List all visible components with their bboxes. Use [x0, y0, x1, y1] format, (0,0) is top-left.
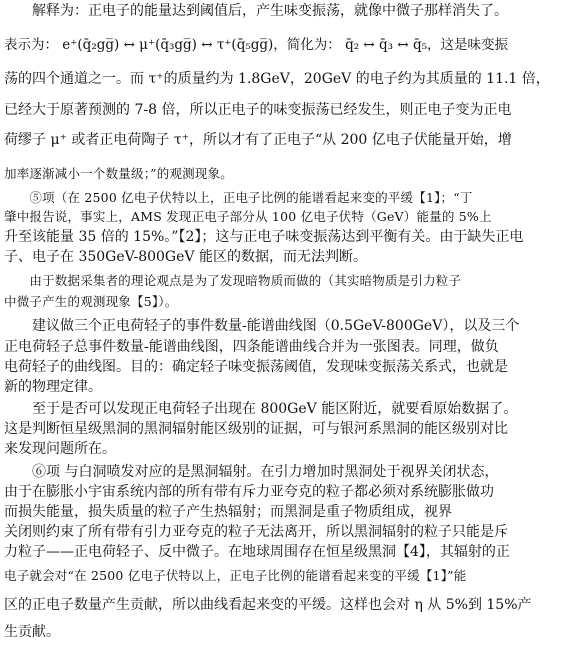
paragraph-line: 中微子产生的观测现象【5】）。 [4, 294, 178, 309]
paragraph-line: 解释为：正电子的能量达到阈值后，产生味变振荡，就像中微子那样消失了。 [4, 3, 508, 19]
paragraph-line: 子、电子在 350GeV-800GeV 能区的数据，而无法判断。 [4, 249, 367, 265]
paragraph-line: 荡的四个通道之一。而 τ⁺的质量约为 1.8GeV，20GeV 的电子约为其质量的 11.1 倍， [4, 71, 550, 87]
paragraph-line: 已经大于原著预测的 7-8 倍，所以正电子的味变振荡已经发生，则正电子变为正电 [4, 102, 512, 118]
paragraph-line: 由于数据采集者的理论观点是为了发现暗物质而做的（其实暗物质是引力粒子 [4, 273, 462, 288]
paragraph-line: 加率逐渐减小一个数量级；”的观测现象。 [4, 166, 233, 181]
paragraph-line: 正电荷轻子总事件数量-能谱曲线图，四条能谱曲线合并为一张图表。同理，做负 [4, 339, 499, 355]
paragraph-line: 力粒子——正电荷轻子、反中微子。在地球周围存在恒星级黑洞【4】，其辐射的正 [4, 544, 510, 560]
paragraph-line: 由于在膨胀小宇宙系统内部的所有带有斥力亚夸克的粒子都必须对系统膨胀做功 [4, 484, 494, 500]
paragraph-line: 肇中报告说，事实上，AMS 发现正电子部分从 100 亿电子伏特（GeV）能量的 5%上 [4, 209, 492, 224]
paragraph-line: 生贡献。 [4, 624, 60, 640]
paragraph-line: 关闭则约束了所有带有引力亚夸克的粒子无法离开，所以黑洞辐射的粒子只能是斥 [4, 524, 508, 540]
formula-line: 表示为： e⁺(q̄₂gg̅) ↔ μ⁺(q̄₃gg̅) ↔ τ⁺(q̄₅gg̅)，简化为： q̄₂ ↔ q̄₃ ↔ q̄₅，这是味变振 [4, 37, 509, 53]
paragraph-line: 荷缪子 μ⁺ 或者正电荷陶子 τ⁺，所以才有了正电子“从 200 亿电子伏能量开始，增 [4, 132, 512, 148]
paragraph-line: ⑤项（在 2500 亿电子伏特以上，正电子比例的能谱看起来变的平缓【1】；“丁 [4, 190, 473, 205]
paragraph-line: 建议做三个正电荷轻子的事件数量-能谱曲线图（0.5GeV-800GeV），以及三个 [4, 318, 520, 334]
paragraph-line: 来发现问题所在。 [4, 441, 116, 457]
paragraph-line: 这是判断恒星级黑洞的黑洞辐射能区级别的证据，可与银河系黑洞的能区级别对比 [4, 421, 508, 437]
paragraph-line: 区的正电子数量产生贡献，所以曲线看起来变的平缓。这样也会对 η 从 5%到 15%产 [4, 597, 532, 613]
paragraph-line: 电荷轻子的曲线图。目的：确定轻子味变振荡阈值，发现味变振荡关系式，也就是 [4, 359, 508, 375]
paragraph-line: 新的物理定律。 [4, 379, 102, 395]
paragraph-line: 至于是否可以发现正电荷轻子出现在 800GeV 能区附近，就要看原始数据了。 [4, 401, 518, 417]
paragraph-line: 而损失能量，损失质量的粒子产生热辐射；而黑洞是重子物质组成，视界 [4, 504, 452, 520]
paragraph-line: ⑥项 与白洞喷发对应的是黑洞辐射。在引力增加时黑洞处于视界关闭状态， [4, 464, 499, 480]
paragraph-line: 电子就会对“在 2500 亿电子伏特以上，正电子比例的能谱看起来变的平缓【1】”能 [4, 568, 467, 583]
paragraph-line: 升至该能量 35 倍的 15%。”【2】；这与正电子味变振荡达到平衡有关。由于缺失正电 [4, 229, 524, 245]
